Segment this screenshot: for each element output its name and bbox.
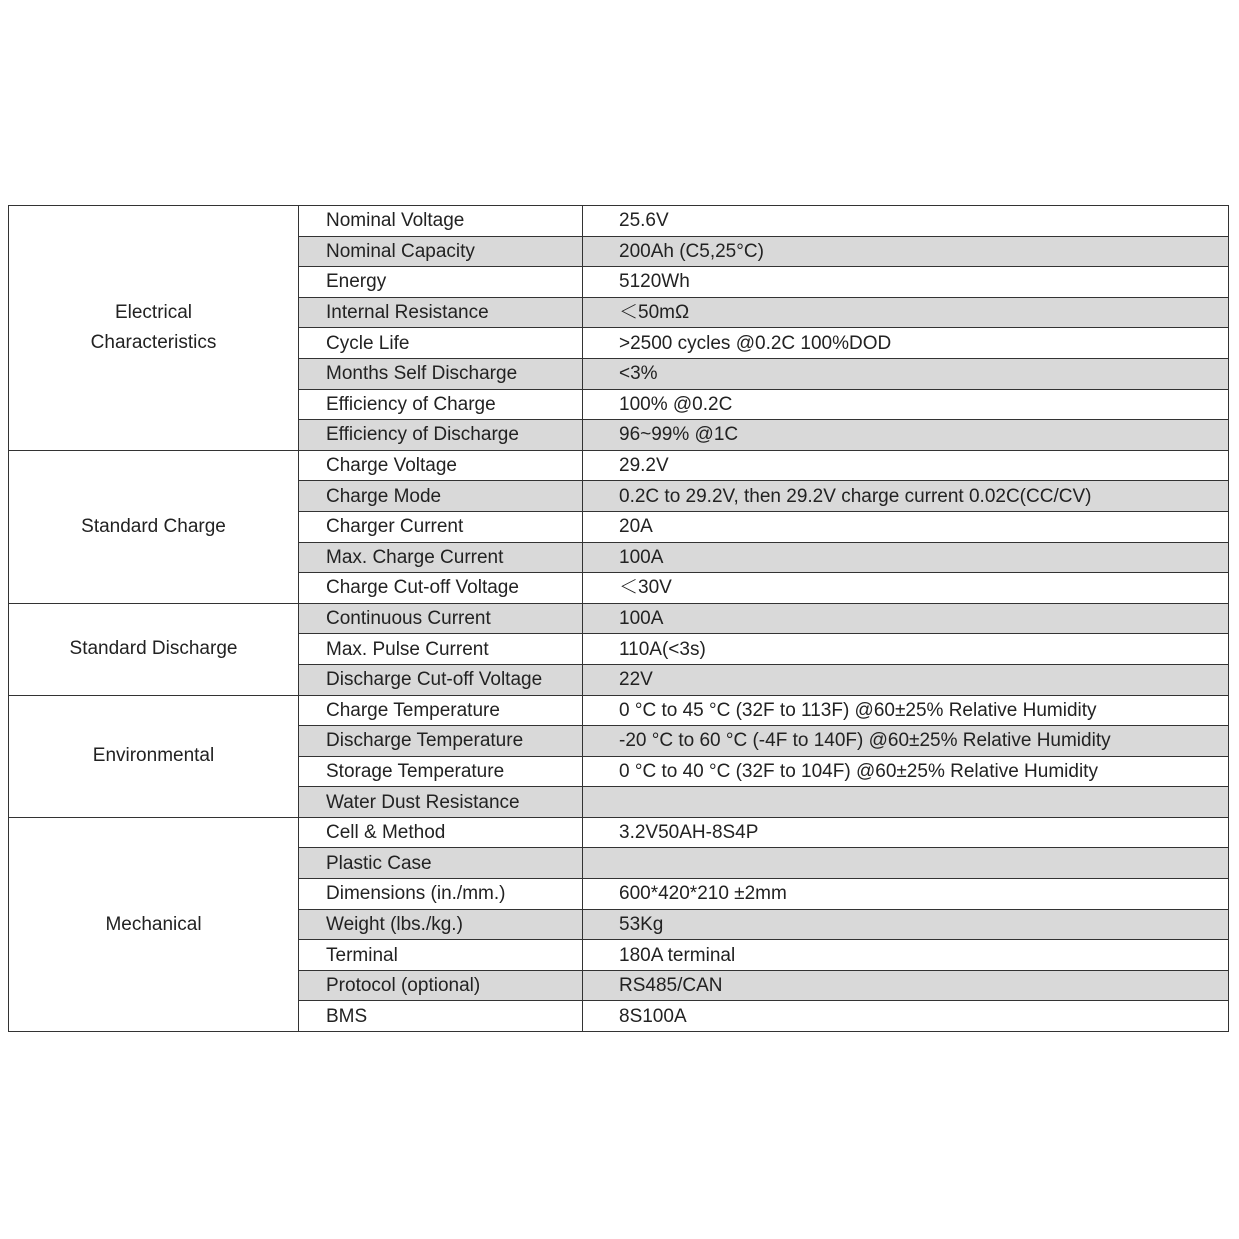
table-row — [9, 817, 1229, 848]
spec-value: 100A — [583, 603, 1229, 634]
table-row — [9, 450, 1229, 481]
spec-value: 600*420*210 ±2mm — [583, 879, 1229, 910]
spec-label: Nominal Voltage — [299, 206, 583, 237]
spec-value: 29.2V — [583, 450, 1229, 481]
spec-label: Discharge Cut-off Voltage — [299, 664, 583, 695]
spec-value: 0.2C to 29.2V, then 29.2V charge current 0.02C(CC/CV) — [583, 481, 1229, 512]
spec-label: Cycle Life — [299, 328, 583, 359]
spec-value — [583, 787, 1229, 818]
spec-label: Max. Pulse Current — [299, 634, 583, 665]
spec-label: Max. Charge Current — [299, 542, 583, 573]
spec-label: Cell & Method — [299, 817, 583, 848]
spec-value: 5120Wh — [583, 267, 1229, 298]
spec-value: 0 °C to 40 °C (32F to 104F) @60±25% Relative Humidity — [583, 756, 1229, 787]
spec-label: Dimensions (in./mm.) — [299, 879, 583, 910]
spec-label: BMS — [299, 1001, 583, 1032]
spec-value: 20A — [583, 511, 1229, 542]
section-category-cell — [9, 695, 299, 817]
spec-label: Storage Temperature — [299, 756, 583, 787]
spec-value: 22V — [583, 664, 1229, 695]
spec-value: 25.6V — [583, 206, 1229, 237]
spec-value: 53Kg — [583, 909, 1229, 940]
spec-label: Charge Cut-off Voltage — [299, 573, 583, 604]
spec-label: Charge Voltage — [299, 450, 583, 481]
spec-value: RS485/CAN — [583, 970, 1229, 1001]
spec-label: Terminal — [299, 940, 583, 971]
section-category-label: Standard Discharge — [69, 638, 238, 660]
spec-value: 200Ah (C5,25°C) — [583, 236, 1229, 267]
section-category-cell — [9, 206, 299, 451]
spec-value: 100% @0.2C — [583, 389, 1229, 420]
spec-label: Efficiency of Charge — [299, 389, 583, 420]
spec-label: Charger Current — [299, 511, 583, 542]
spec-label: Plastic Case — [299, 848, 583, 879]
spec-label: Nominal Capacity — [299, 236, 583, 267]
section-category-cell — [9, 603, 299, 695]
spec-label: Weight (lbs./kg.) — [299, 909, 583, 940]
spec-value: ＜30V — [583, 573, 1229, 604]
spec-label: Protocol (optional) — [299, 970, 583, 1001]
section-category-label: Electrical Characteristics — [90, 302, 217, 353]
section-category-cell — [9, 450, 299, 603]
spec-value: 110A(<3s) — [583, 634, 1229, 665]
spec-value: ＜50mΩ — [583, 297, 1229, 328]
spec-label: Continuous Current — [299, 603, 583, 634]
section-category-label: Standard Charge — [81, 516, 226, 538]
section-category-cell — [9, 817, 299, 1031]
spec-label: Charge Mode — [299, 481, 583, 512]
spec-value: 0 °C to 45 °C (32F to 113F) @60±25% Relative Humidity — [583, 695, 1229, 726]
spec-value: 96~99% @1C — [583, 420, 1229, 451]
table-row — [9, 206, 1229, 237]
spec-value: 3.2V50AH-8S4P — [583, 817, 1229, 848]
spec-value: -20 °C to 60 °C (-4F to 140F) @60±25% Relative Humidity — [583, 726, 1229, 757]
section-category-label: Mechanical — [105, 913, 202, 935]
spec-label: Internal Resistance — [299, 297, 583, 328]
spec-value: 180A terminal — [583, 940, 1229, 971]
table-row — [9, 695, 1229, 726]
spec-value: 100A — [583, 542, 1229, 573]
spec-value — [583, 848, 1229, 879]
spec-label: Water Dust Resistance — [299, 787, 583, 818]
spec-value: <3% — [583, 358, 1229, 389]
spec-table — [8, 205, 1229, 1032]
spec-value: >2500 cycles @0.2C 100%DOD — [583, 328, 1229, 359]
spec-label: Months Self Discharge — [299, 358, 583, 389]
spec-table-body — [9, 206, 1229, 1032]
spec-label: Discharge Temperature — [299, 726, 583, 757]
spec-label: Charge Temperature — [299, 695, 583, 726]
spec-label: Efficiency of Discharge — [299, 420, 583, 451]
spec-label: Energy — [299, 267, 583, 298]
table-row — [9, 603, 1229, 634]
spec-value: 8S100A — [583, 1001, 1229, 1032]
section-category-label: Environmental — [92, 745, 215, 767]
